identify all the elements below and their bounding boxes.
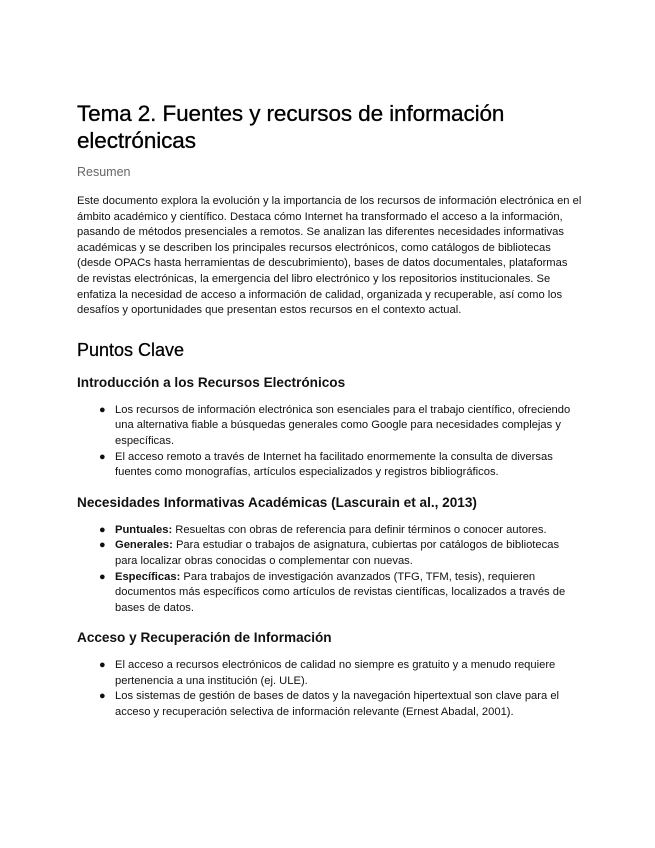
list-item-text: Los recursos de información electrónica son esenciales para el trabajo científico, ofreciendo una alternativa fiable a búsquedas generales como Google para necesidades complejas y específicas. xyxy=(115,403,571,447)
list-item-text: Para estudiar o trabajos de asignatura, cubiertas por catálogos de bibliotecas para localizar obras conocidas o complementar con nuevas. xyxy=(115,539,560,567)
document-subtitle: Resumen xyxy=(77,165,131,179)
key-points-heading: Puntos Clave xyxy=(77,339,185,360)
list-item-text: Los sistemas de gestión de bases de datos y la navegación hipertextual son clave para el acceso y recuperación selectiva de información relevante (Ernest Abadal, 2001). xyxy=(115,690,560,719)
bullet-list-needs xyxy=(77,523,582,617)
list-item xyxy=(77,450,582,481)
bullet-icon: ● xyxy=(99,450,106,463)
list-item xyxy=(77,538,582,569)
list-item-lead: Generales: xyxy=(115,539,173,552)
list-item-lead: Específicas: xyxy=(115,570,181,583)
list-item xyxy=(77,403,582,450)
list-item-lead: Puntuales: xyxy=(115,523,173,536)
list-item xyxy=(77,658,582,689)
bullet-icon: ● xyxy=(99,403,106,416)
document-page xyxy=(77,100,582,721)
list-item-text: El acceso remoto a través de Internet ha facilitado enormemente la consulta de diversas fuentes como monografías, artículos especializados y registros bibliográficos. xyxy=(115,450,553,479)
section-heading-needs: Necesidades Informativas Académicas (Lascurain et al., 2013) xyxy=(77,494,477,510)
list-item-text: Para trabajos de investigación avanzados (TFG, TFM, tesis), requieren documentos más específicos como artículos de revistas científicas, localizados a través de bases de datos. xyxy=(115,570,566,614)
section-heading-intro: Introducción a los Recursos Electrónicos xyxy=(77,374,346,390)
summary-paragraph: Este documento explora la evolución y la importancia de los recursos de información electrónica en el ámbito académico y científico. Destaca cómo Internet ha transformado el acceso a la información, pasando de métodos presenciales a remotos. Se analizan las diferentes necesidades informativas académicas y se describen los principales recursos electrónicos, como catálogos de bibliotecas (desde OPACs hasta herramientas de descubrimiento), bases de datos documentales, plataformas de revistas electrónicas, la emergencia del libro electrónico y los repositorios institucionales. Se enfatiza la necesidad de acceso a información de calidad, organizada y recuperable, así como los desafíos y oportunidades que presentan estos recursos en el contexto actual. xyxy=(77,195,582,317)
bullet-icon: ● xyxy=(99,539,106,552)
bullet-icon: ● xyxy=(99,659,106,672)
bullet-icon: ● xyxy=(99,690,106,703)
list-item-text: Resueltas con obras de referencia para definir términos o conocer autores. xyxy=(172,523,547,536)
list-item xyxy=(77,570,582,617)
document-title: Tema 2. Fuentes y recursos de información electrónicas xyxy=(77,101,505,153)
list-item xyxy=(77,523,582,539)
list-item-text: El acceso a recursos electrónicos de calidad no siempre es gratuito y a menudo requiere pertenencia a una institución (ej. ULE). xyxy=(115,659,556,687)
list-item xyxy=(77,689,582,720)
bullet-list-access xyxy=(77,658,582,720)
bullet-icon: ● xyxy=(99,523,106,536)
bullet-list-intro xyxy=(77,403,582,481)
section-heading-access: Acceso y Recuperación de Información xyxy=(77,630,332,646)
bullet-icon: ● xyxy=(99,570,106,583)
